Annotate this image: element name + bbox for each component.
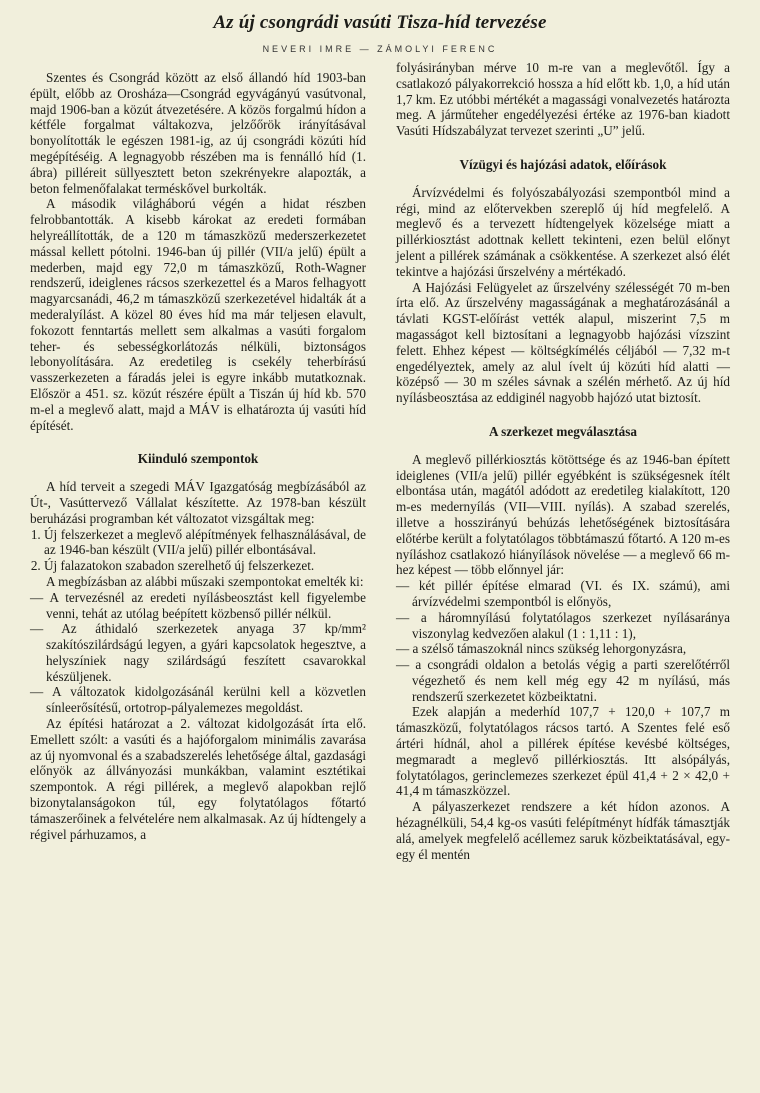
- article-title: Az új csongrádi vasúti Tisza-híd tervezése: [213, 12, 547, 33]
- list-item: — A változatok kidolgozásánál kerülni kell a közvetlen sínleerősítésű, ortotrop-pályalemezes megoldást.: [30, 684, 366, 716]
- list-item: 1. Új felszerkezet a meglevő alépítmények felhasználásával, de az 1946-ban készült (VII/a jelű) pillér elbontásával.: [44, 527, 366, 559]
- list-item: — két pillér építése elmarad (VI. és IX. számú), ami árvízvédelmi szempontból is előnyös,: [396, 578, 730, 610]
- paragraph: A pályaszerkezet rendszere a két hídon azonos. A hézagnélküli, 54,4 kg-os vasúti felépítményt hídfák támasztják alá, amelyek megfelelő acéllemez saruk közbeiktatásával, egy-egy él mentén: [396, 799, 730, 862]
- list-item: — a háromnyílású folytatólagos szerkezet nyílásaránya viszonylag kedvezően alakul (1 : 1,11 : 1),: [396, 610, 730, 642]
- section-heading: Vízügyi és hajózási adatok, előírások: [459, 156, 667, 172]
- section-heading: Kiinduló szempontok: [137, 451, 259, 467]
- criteria-list: [30, 590, 366, 716]
- list-item: — a csongrádi oldalon a betolás végig a parti szerelőtérről végezhető és nem kell még egy 42 m nyílású, más rendszerű szerkezetet közbeiktatni.: [396, 657, 730, 704]
- paragraph: Ezek alapján a mederhíd 107,7 + 120,0 + 107,7 m támaszközű, folytatólagos rácsos tartó. A Szentes felé eső ártéri hídnál, ahol a pillérek építése kevésbé költséges, megmaradt a meglevő pillérkiosztás. Itt alsópályás, folytatólagos, gerinclemezes szerkezet épül 41,4 + 2 × 42,0 + 41,4 m támaszközzel.: [396, 704, 730, 799]
- paragraph: Árvízvédelmi és folyószabályozási szempontból mind a régi, mind az előtervekben szereplő új híd megfelelő. A meglevő és a tervezett hídtengelyek közelsége miatt a pillérkiosztást adottnak kellett tekinteni, ezen belül előnyt jelent a pillérek számának a csökkentése. A szerkezet alsó élét tekintve a hajózási űrszelvény a mértékadó.: [396, 184, 730, 279]
- list-item: — Az áthidaló szerkezetek anyaga 37 kp/mm² szakítószilárdságú legyen, a gyári kapcsolatok hegesztve, a helyszíniek nagy szilárdságú feszített csavarokkal készüljenek.: [30, 621, 366, 684]
- paragraph: A második világháború végén a hidat részben felrobbantották. A kisebb károkat az eredeti formában helyreállították, de a 120 m támaszközű mederszerkezetet mással kellett pótolni. 1946-ban új pillér (VII/a jelű) épült a mederben, majd egy 72,0 m támaszközű, Roth-Wagner rendszerű, ideiglenes rácsos szerkezettel és a Maros felhagyott magyarcsanádi, 46,2 m támaszközű szerkezetével hidalták át a mederalyílást. A közel 80 éves híd ma már teljesen elavult, fokozott fenntartás mellett sem alkalmas a vasúti forgalom teher- és sebességkorlátozás nélküli, biztonságos lebonyolítására. Az eredetileg is csekély teherbírású vasszerkezeten a fáradás jelei is egyre inkább mutatkoznak. Először a 451. sz. közút részére épült a Tiszán új híd kb. 570 m-el a meglevő alatt, majd a MÁV is elhatározta új vasúti híd építését.: [30, 196, 366, 433]
- list-item: — A tervezésnél az eredeti nyílásbeosztást kell figyelembe venni, tehát az utólag beépített közbenső pillér nélkül.: [30, 590, 366, 622]
- paragraph: A meglevő pillérkiosztás kötöttsége és az 1946-ban épített ideiglenes (VII/a jelű) pillér egyébként is szükségesnek ítélt elbontása után, magától adódott az eredetileg kialakított, 120 m-es medernyílás (VII—VIII. nyílás). A szabad szerelés, illetve a hosszirányú behúzás lehetőségének biztosítására előtérbe került a folytatólagos többtámaszú főtartó. A 120 m-es nyíláshoz csatlakozó hiányílások növelése — a meglevő 66 m-hez képest — több előnnyel jár:: [396, 451, 730, 578]
- list-item: — a szélső támaszoknál nincs szükség lehorgonyzásra,: [396, 641, 730, 657]
- variant-list: [30, 527, 366, 574]
- paragraph: A híd terveit a szegedi MÁV Igazgatóság megbízásából az Út-, Vasúttervező Vállalat készítette. Az 1978-ban készült beruházási programban két változatot vizsgáltak meg:: [30, 479, 366, 526]
- paragraph: Az építési határozat a 2. változat kidolgozását írta elő. Emellett szólt: a vasúti és a hajóforgalom minimális zavarása az új nyomvonal és a szabadszerelés lehetősége által, gazdasági előnyök az állványozási munkákban, valamint esztétikai szempontok. A régi pillérek, a meglevő alapokban rejlő bizonytalanságokon túl, egy folytatólagos főtartó támaszerőinek a felvételére nem alkalmasak. Az új hídtengely a régivel párhuzamos, a: [30, 716, 366, 842]
- paragraph: A Hajózási Felügyelet az űrszelvény szélességét 70 m-ben írta elő. Az űrszelvény magasságának a meghatározásánál a távlati KGST-előírást vették alapul, miszerint 7,5 m magasságot kell biztosítani a legnagyobb hajózási vízszint felett. Ehhez képest — költségkímélés céljából — 7,32 m-t engedélyeztek, amely az alul ívelt új közúti híd alatti — középső — 30 m széles sávnak a szélén mérhető. Az új híd nyílásbeosztása az eddiginél nagyobb hajózó utat biztosít.: [396, 279, 730, 406]
- left-column: [30, 70, 366, 842]
- paragraph: folyásirányban mérve 10 m-re van a meglevőtől. Így a csatlakozó pályakorrekció hossza a híd előtt kb. 1,0, a híd után 1,7 km. Ez utóbbi mértékét a magassági vonalvezetés határozta meg. A járműteher engedélyezési értéke az 1976-ban kiadott Vasúti Hídszabályzat tervezet szerinti „U” jelű.: [396, 60, 730, 139]
- list-item: 2. Új falazatokon szabadon szerelhető új felszerkezet.: [44, 558, 366, 574]
- paragraph: A megbízásban az alábbi műszaki szempontokat emelték ki:: [46, 573, 364, 589]
- benefits-list: [396, 578, 730, 704]
- article-authors: NEVERI IMRE — ZÁMOLYI FERENC: [262, 44, 498, 54]
- section-heading: A szerkezet megválasztása: [489, 423, 637, 439]
- paragraph: Szentes és Csongrád között az első állandó híd 1903-ban épült, előbb az Orosháza—Csongrád egyvágányú vasútvonal, majd 1906-ban a közút átvezetésére. A közös forgalmú hídon a kétféle forgalmat váltakozva, jelzőőrök irányításával bonyolították le egészen 1981-ig, az új csongrádi közúti híd megépítéséig. A legnagyobb részében ma is fennálló híd (1. ábra) pilléreit süllyesztett beton szekrényekre alapozták, a beton felmenőfalakat terméskővel burkolták.: [30, 70, 366, 196]
- right-column: [396, 60, 730, 862]
